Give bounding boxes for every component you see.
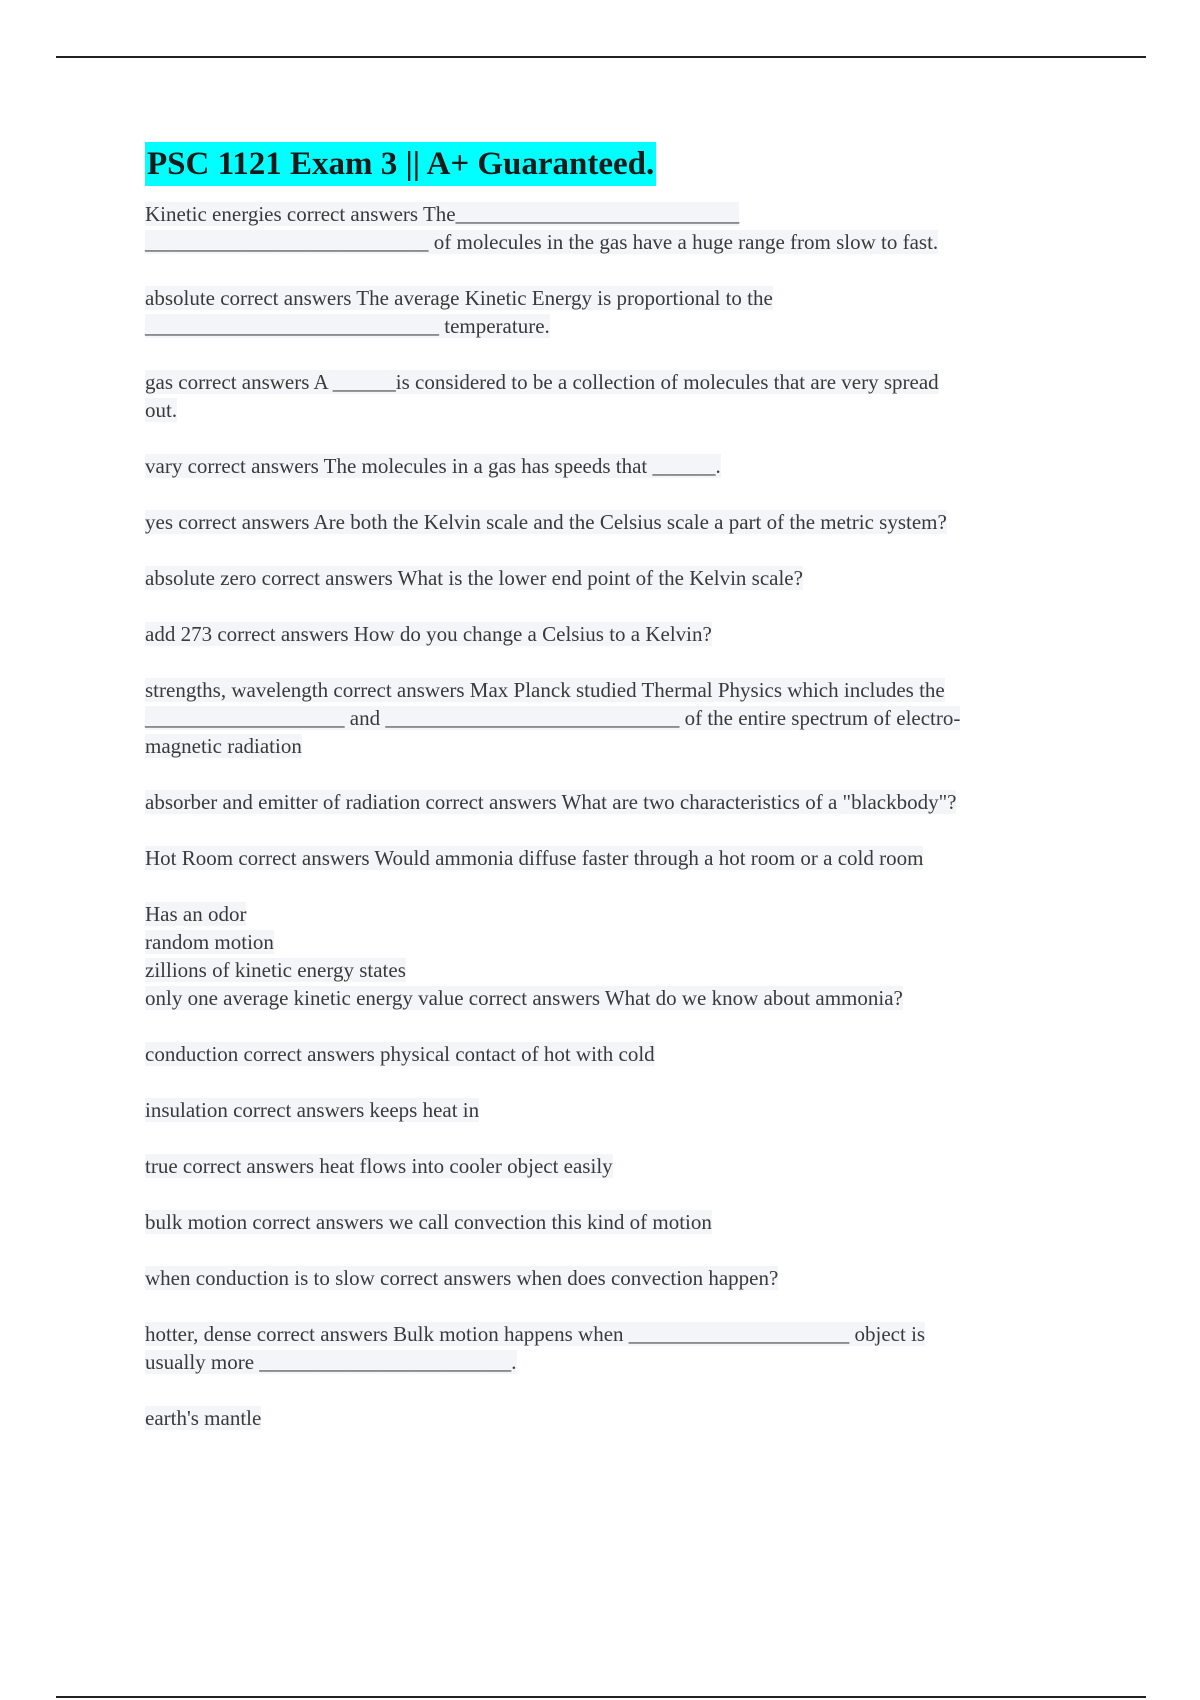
flashcard-entry [145, 368, 1085, 424]
flashcard-entry [145, 564, 1085, 592]
flashcard-entry [145, 788, 1085, 816]
entry-text: earth's mantle [145, 1406, 262, 1430]
document-title: PSC 1121 Exam 3 || A+ Guaranteed. [145, 142, 656, 186]
entry-text: conduction correct answers physical contact of hot with cold [145, 1042, 655, 1066]
flashcard-entry [145, 1404, 1085, 1432]
flashcard-entry [145, 620, 1085, 648]
top-divider [56, 56, 1146, 58]
flashcard-entry [145, 1152, 1085, 1180]
document-body [145, 142, 1085, 1460]
entry-text: gas correct answers A ______is considered to be a collection of molecules that are very spread out. [145, 370, 939, 422]
flashcard-entry [145, 1208, 1085, 1236]
entry-text: strengths, wavelength correct answers Max Planck studied Thermal Physics which includes the ___________________ and ____________________________ of the entire spectrum of electro- magnetic radiation [145, 678, 961, 758]
entry-text: add 273 correct answers How do you change a Celsius to a Kelvin? [145, 622, 712, 646]
flashcard-entry [145, 900, 1085, 1012]
entry-text: absolute correct answers The average Kinetic Energy is proportional to the ____________________________ temperature. [145, 286, 773, 338]
flashcard-entry [145, 284, 1085, 340]
entry-text: hotter, dense correct answers Bulk motion happens when _____________________ object is usually more ________________________. [145, 1322, 926, 1374]
flashcard-entry [145, 1264, 1085, 1292]
entry-text: Has an odor random motion zillions of kinetic energy states only one average kinetic energy value correct answers What do we know about ammonia? [145, 902, 903, 1010]
entry-text: absorber and emitter of radiation correct answers What are two characteristics of a "blackbody"? [145, 790, 957, 814]
entry-text: insulation correct answers keeps heat in [145, 1098, 480, 1122]
flashcard-entry [145, 508, 1085, 536]
flashcard-entry [145, 676, 1085, 760]
flashcard-entry [145, 1320, 1085, 1376]
flashcard-entry [145, 1040, 1085, 1068]
flashcard-entry [145, 1096, 1085, 1124]
flashcard-entry [145, 844, 1085, 872]
entry-text: when conduction is to slow correct answers when does convection happen? [145, 1266, 779, 1290]
bottom-divider [56, 1696, 1146, 1698]
entry-text: bulk motion correct answers we call convection this kind of motion [145, 1210, 712, 1234]
entry-text: absolute zero correct answers What is the lower end point of the Kelvin scale? [145, 566, 803, 590]
entry-text: Hot Room correct answers Would ammonia diffuse faster through a hot room or a cold room [145, 846, 924, 870]
entry-text: true correct answers heat flows into cooler object easily [145, 1154, 613, 1178]
entry-text: Kinetic energies correct answers The___________________________ ___________________________ of molecules in the gas have a huge range from slow to fast. [145, 202, 939, 254]
flashcard-entry [145, 200, 1085, 256]
flashcard-entry [145, 452, 1085, 480]
entry-text: vary correct answers The molecules in a gas has speeds that ______. [145, 454, 721, 478]
entry-text: yes correct answers Are both the Kelvin scale and the Celsius scale a part of the metric system? [145, 510, 947, 534]
